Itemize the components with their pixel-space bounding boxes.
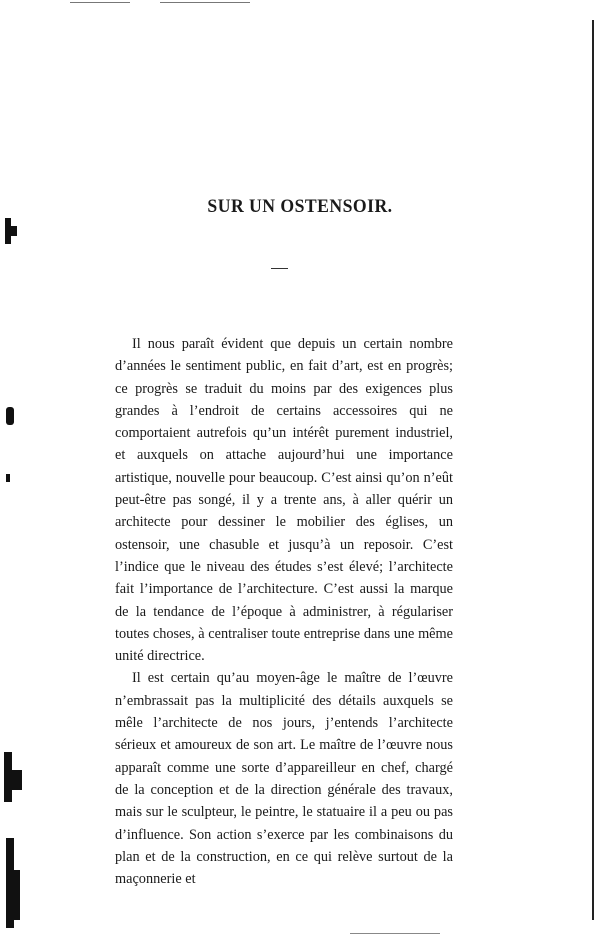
top-scan-rule bbox=[70, 2, 130, 3]
chapter-title: SUR UN OSTENSOIR. bbox=[207, 196, 393, 217]
paragraph: Il nous paraît évident que depuis un certain nombre d’années le sentiment public, en fait d’art, est en progrès; ce progrès se traduit du moins par des exigences plus grandes à l’endroit de certains accessoires qui ne comportaient autrefois qu’un intérêt purement industriel, et auxquels on attache aujourd’hui une importance artistique, nouvelle pour beaucoup. C’est ainsi qu’on n’eût peut-être pas songé, il y a trente ans, à aller quérir un architecte pour dessiner le mobilier des églises, un ostensoir, une chasuble et jusqu’à un reposoir. C’est l’indice que le niveau des études s’est élevé; l’architecte fait l’importance de l’architecture. C’est aussi la marque de la tendance de l’époque à administrer, à régulariser toutes choses, à centraliser toute entreprise dans une même unité directrice. bbox=[115, 336, 453, 665]
left-margin-mark bbox=[12, 770, 22, 790]
top-scan-rule bbox=[160, 2, 250, 3]
left-margin-mark bbox=[13, 870, 20, 920]
left-margin-mark bbox=[6, 474, 10, 482]
left-margin-mark bbox=[11, 226, 17, 236]
bottom-scan-rule bbox=[350, 933, 440, 934]
left-margin-mark bbox=[6, 407, 14, 425]
paragraph: Il est certain qu’au moyen-âge le maître de l’œuvre n’embrassait pas la multiplicité des détails auxquels se mêle l’architecte de nos jours, j’entends l’architecte sérieux et amoureux de son art. Le maître de l’œuvre nous apparaît comme une sorte d’appareilleur en chef, chargé de la conception et de la direction générale des travaux, mais sur le sculpteur, le peintre, le statuaire il a peu ou pas d’influence. Son action s’exerce par les combinaisons du plan et de la construction, en ce qui relève surtout de la maçonnerie et bbox=[115, 670, 453, 888]
left-margin-mark bbox=[4, 752, 12, 802]
right-page-edge bbox=[592, 20, 594, 920]
body-text bbox=[115, 333, 453, 890]
title-separator bbox=[271, 268, 288, 269]
